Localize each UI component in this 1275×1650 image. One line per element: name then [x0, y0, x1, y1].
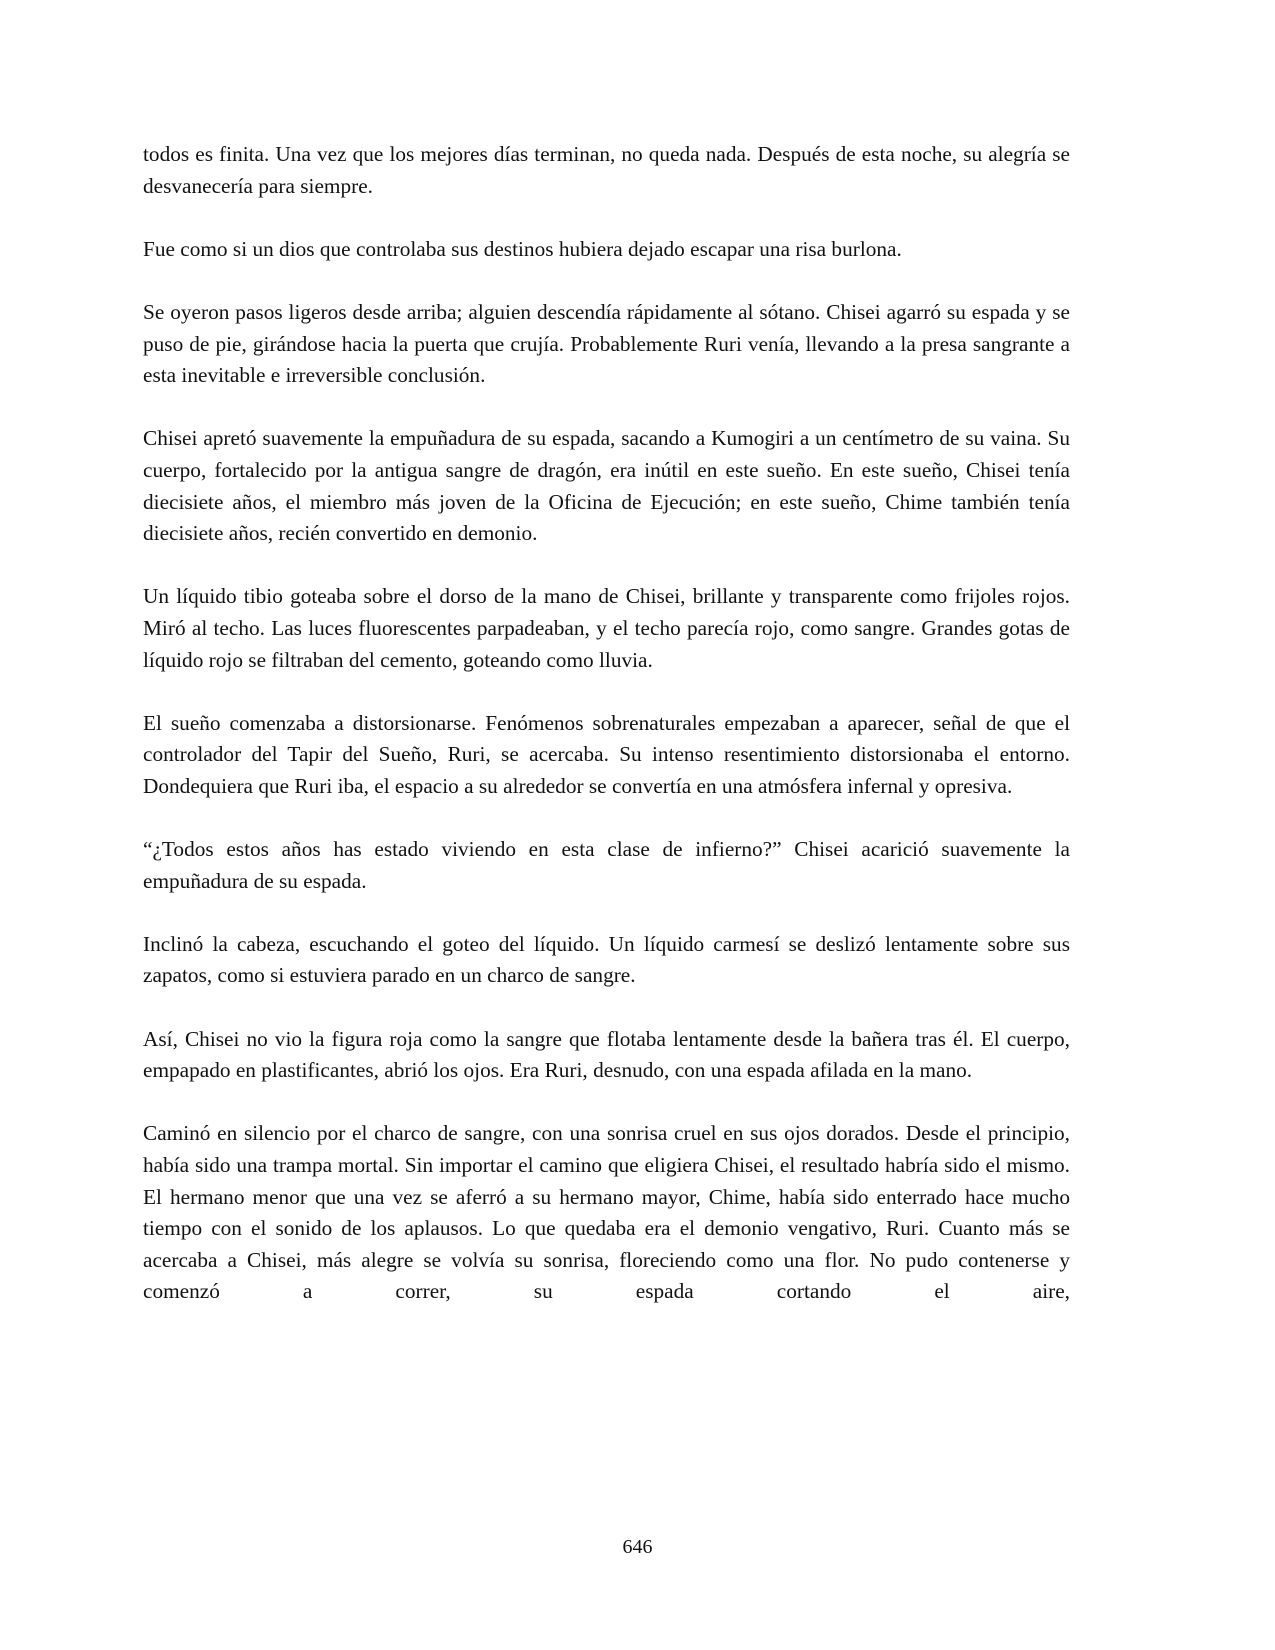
paragraph: Un líquido tibio goteaba sobre el dorso de la mano de Chisei, brillante y transparente como frijoles rojos. Miró al techo. Las luces fluorescentes parpadeaban, y el techo parecía rojo, como sangre. Grandes gotas de líquido rojo se filtraban del cemento, goteando como lluvia. — [143, 584, 1070, 672]
paragraph: Así, Chisei no vio la figura roja como la sangre que flotaba lentamente desde la bañera tras él. El cuerpo, empapado en plastificantes, abrió los ojos. Era Ruri, desnudo, con una espada afilada en la mano. — [143, 1026, 1070, 1083]
paragraph: “¿Todos estos años has estado viviendo en esta clase de infierno?” Chisei acarició suavemente la empuñadura de su espada. — [143, 837, 1070, 893]
paragraph: Fue como si un dios que controlaba sus destinos hubiera dejado escapar una risa burlona. — [143, 236, 902, 261]
paragraph: Chisei apretó suavemente la empuñadura de su espada, sacando a Kumogiri a un centímetro de su vaina. Su cuerpo, fortalecido por la antigua sangre de dragón, era inútil en este sueño. En este sueño, Chisei tenía diecisiete años, el miembro más joven de la Oficina de Ejecución; en este sueño, Chime también tenía diecisiete años, recién convertido en demonio. — [143, 426, 1070, 546]
paragraph: Caminó en silencio por el charco de sangre, con una sonrisa cruel en sus ojos dorados. Desde el principio, había sido una trampa mortal. Sin importar el camino que eligiera Chisei, el resultado habría sido el mismo. El hermano menor que una vez se aferró a su hermano mayor, Chime, había sido enterrado hace mucho tiempo con el sonido de los aplausos. Lo que quedaba era el demonio vengativo, Ruri. Cuanto más se acercaba a Chisei, más alegre se volvía su sonrisa, floreciendo como una flor. No pudo contenerse y comenzó a correr, su espada cortando el aire, — [143, 1121, 1070, 1304]
paragraph: todos es finita. Una vez que los mejores días terminan, no queda nada. Después de esta noche, su alegría se desvanecería para siempre. — [143, 142, 1070, 198]
paragraph: Se oyeron pasos ligeros desde arriba; alguien descendía rápidamente al sótano. Chisei agarró su espada y se puso de pie, girándose hacia la puerta que crujía. Probablemente Ruri venía, llevando a la presa sangrante a esta inevitable e irreversible conclusión. — [143, 299, 1070, 388]
paragraph: El sueño comenzaba a distorsionarse. Fenómenos sobrenaturales empezaban a aparecer, señal de que el controlador del Tapir del Sueño, Ruri, se acercaba. Su intenso resentimiento distorsionaba el entorno. Dondequiera que Ruri iba, el espacio a su alrededor se convertía en una atmósfera infernal y opresiva. — [143, 710, 1070, 798]
page-number: 646 — [622, 1536, 653, 1558]
page-body — [143, 139, 1070, 1308]
paragraph: Inclinó la cabeza, escuchando el goteo del líquido. Un líquido carmesí se deslizó lentamente sobre sus zapatos, como si estuviera parado en un charco de sangre. — [143, 931, 1070, 988]
